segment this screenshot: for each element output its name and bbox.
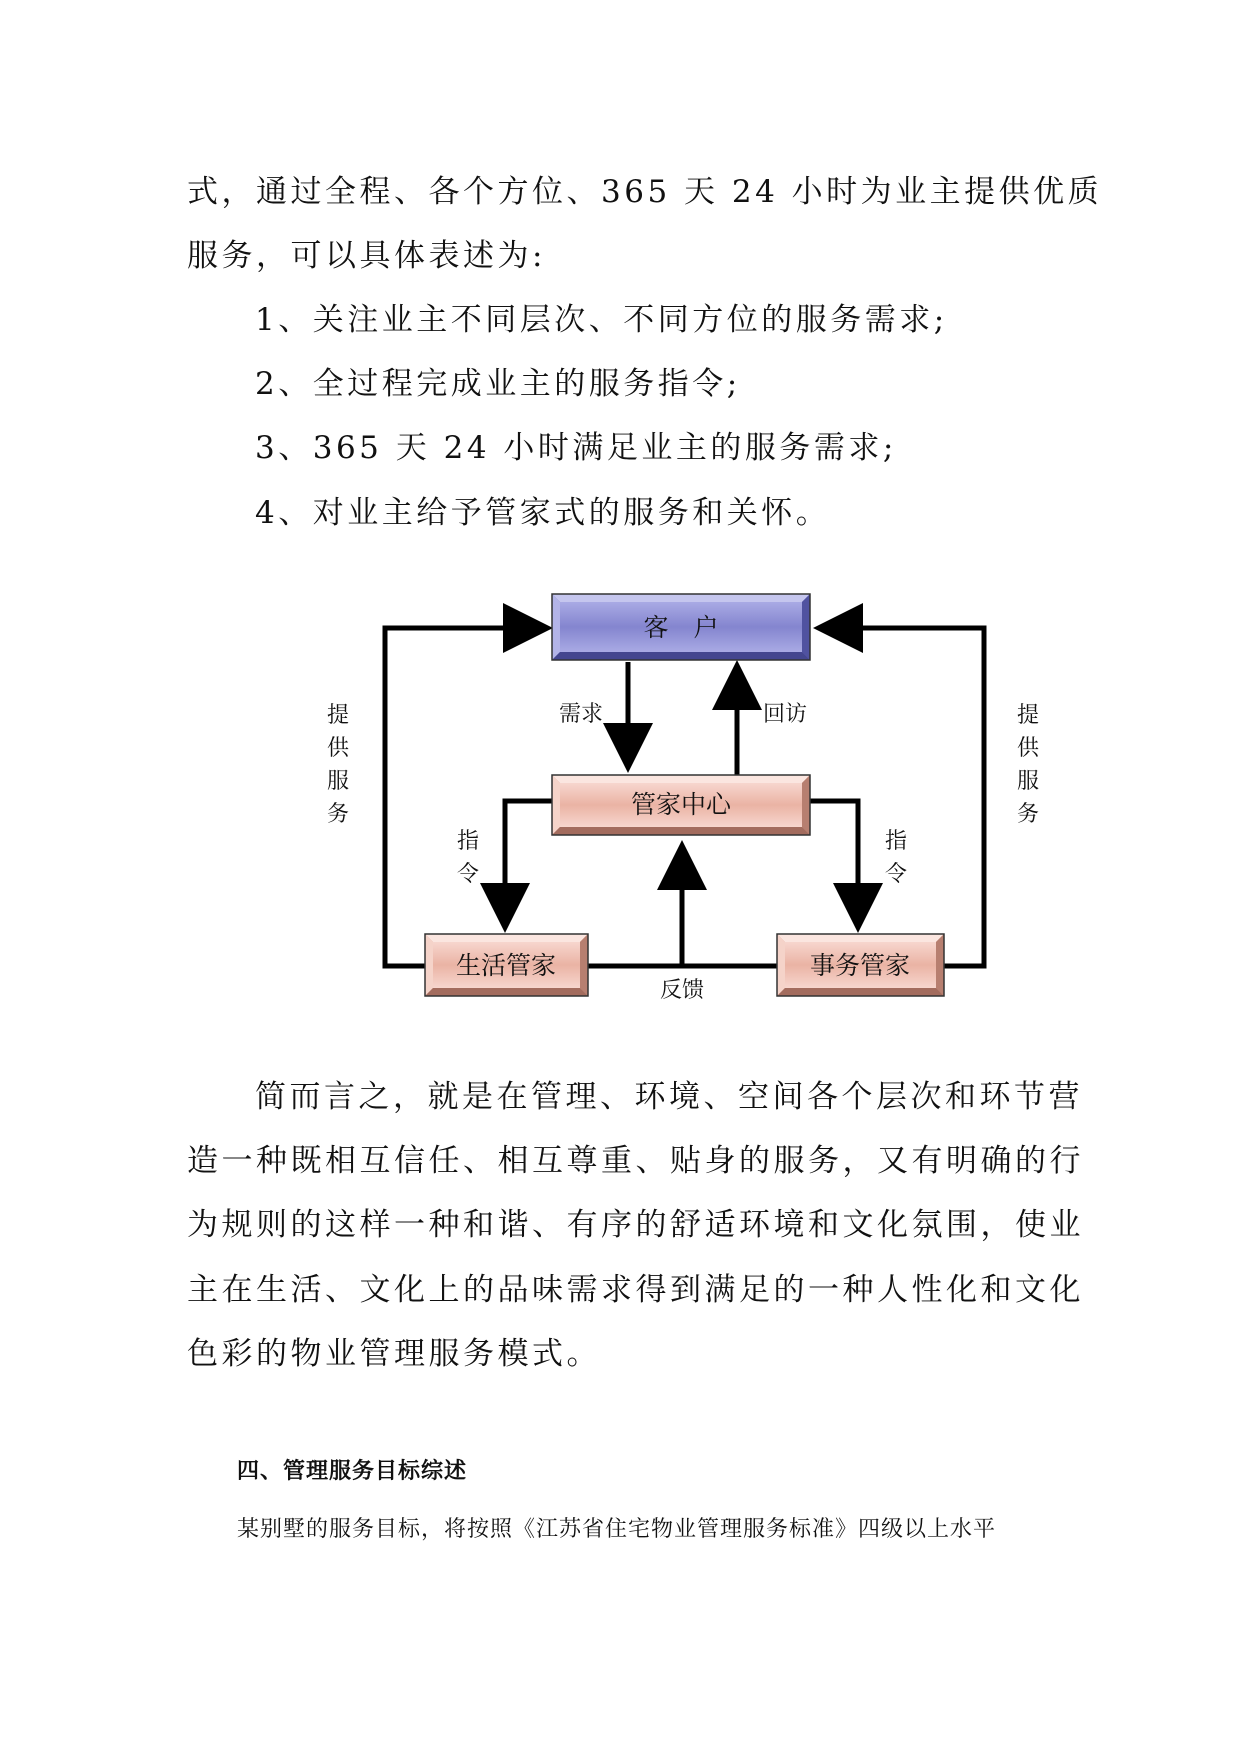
list-item: 4、对业主给予管家式的服务和关怀。 [255,495,831,531]
list-item: 2、全过程完成业主的服务指令; [255,366,741,402]
node-affairs-label: 事务管家 [809,951,911,980]
node-life-label: 生活管家 [455,951,557,980]
command-right-arrow [810,801,858,928]
list-item: 3、365 天 24 小时满足业主的服务需求; [255,430,897,466]
list-item: 1、关注业主不同层次、不同方位的服务需求; [255,302,948,338]
summary-line-5: 色彩的物业管理服务模式。 [187,1336,601,1372]
demand-label: 需求 [558,702,604,727]
node-customer-label: 客 户 [643,613,719,642]
provide-service-right-arrow [818,628,984,966]
summary-line-1: 简而言之，就是在管理、环境、空间各个层次和环节营 [255,1079,1083,1115]
provide-service-left-arrow [385,628,548,966]
node-center-label: 管家中心 [630,790,732,819]
revisit-label: 回访 [762,702,808,727]
section-body-line: 某别墅的服务目标，将按照《江苏省住宅物业管理服务标准》四级以上水平 [237,1517,997,1542]
section-heading: 四、管理服务目标综述 [237,1459,468,1484]
feedback-label: 反馈 [659,978,705,1003]
command-right-label: 指令 [884,829,908,887]
summary-line-2: 造一种既相互信任、相互尊重、贴身的服务，又有明确的行 [187,1143,1084,1179]
provide-service-left-label: 提供服务 [326,703,350,827]
provide-service-right-label: 提供服务 [1016,703,1040,827]
summary-line-3: 为规则的这样一种和谐、有序的舒适环境和文化氛围，使业 [187,1207,1084,1243]
summary-line-4: 主在生活、文化上的品味需求得到满足的一种人性化和文化 [187,1272,1084,1308]
command-left-arrow [505,801,552,928]
intro-line-1: 式，通过全程、各个方位、365 天 24 小时为业主提供优质 [187,174,1103,210]
intro-line-2: 服务，可以具体表述为: [187,238,546,274]
command-left-label: 指令 [456,829,480,887]
